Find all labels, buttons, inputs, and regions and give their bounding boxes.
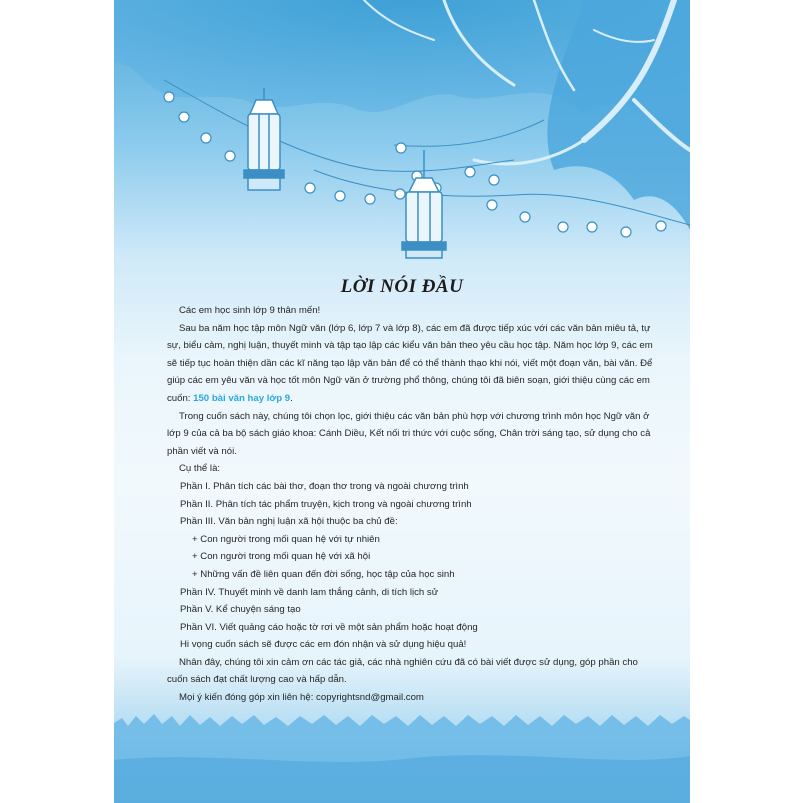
paragraph: Cụ thể là:	[179, 463, 221, 475]
sub-list-item: + Con người trong mối quan hệ với xã hội	[192, 551, 371, 563]
contact-line: Mọi ý kiến đóng góp xin liên hệ: copyrightsnd@gmail.com	[179, 692, 424, 704]
paragraph: Sau ba năm học tập môn Ngữ văn (lớp 6, lớp 7 và lớp 8), các em đã được tiếp xúc với các văn bản miêu tả, tự sự, biểu cảm, nghị luận, thuyết minh và tập tạo lập các kiểu văn bản theo yêu cầu học tập. Năm học lớp 9, các em sẽ tiếp tục hoàn thiện dần các kĩ năng tạo lập văn bản để có thể thành thạo khi nói, viết một đoạn văn, bài văn. Để giúp các em yêu văn và học tốt môn Ngữ văn ở trường phổ thông, chúng tôi đã biên soạn, giới thiệu cùng các em cuốn: 150 bài văn hay lớp 9.	[167, 322, 653, 404]
list-item: Phần I. Phân tích các bài thơ, đoạn thơ trong và ngoài chương trình	[180, 480, 469, 492]
book-title-highlight: 150 bài văn hay lớp 9	[193, 392, 291, 404]
paragraph: Nhân đây, chúng tôi xin cảm ơn các tác giả, các nhà nghiên cứu đã có bài viết được sử dụng, góp phần cho cuốn sách đạt chất lượng cao và hấp dẫn.	[167, 656, 638, 686]
preface-body	[167, 302, 653, 707]
grass-strip	[114, 714, 690, 803]
sub-list-item: + Những vấn đề liên quan đến đời sống, học tập của học sinh	[192, 568, 455, 580]
list-item: Phần II. Phân tích tác phẩm truyện, kịch trong và ngoài chương trình	[180, 498, 472, 510]
greeting: Các em học sinh lớp 9 thân mến!	[179, 305, 321, 316]
sub-list-item: + Con người trong mối quan hệ với tự nhiên	[192, 533, 380, 545]
list-item: Phần VI. Viết quảng cáo hoặc tờ rơi về một sản phẩm hoặc hoạt động	[180, 621, 478, 633]
paragraph: Hi vọng cuốn sách sẽ được các em đón nhận và sử dụng hiệu quả!	[180, 639, 467, 651]
book-page	[114, 0, 690, 803]
paragraph: Trong cuốn sách này, chúng tôi chọn lọc, giới thiệu các văn bản phù hợp với chương trình môn học Ngữ văn ở lớp 9 của cả ba bộ sách giáo khoa: Cánh Diều, Kết nối tri thức với cuộc sống, Chân trời sáng tạo, sử dụng cho cả phần viết và nói.	[167, 410, 651, 457]
lantern-icon	[402, 150, 446, 258]
list-item: Phần V. Kể chuyện sáng tạo	[180, 604, 301, 616]
list-item: Phần III. Văn bản nghị luận xã hội thuộc ba chủ đề:	[180, 516, 398, 528]
page-title: LỜI NÓI ĐẦU	[340, 276, 464, 297]
list-item: Phần IV. Thuyết minh về danh lam thắng cảnh, di tích lịch sử	[180, 586, 439, 598]
